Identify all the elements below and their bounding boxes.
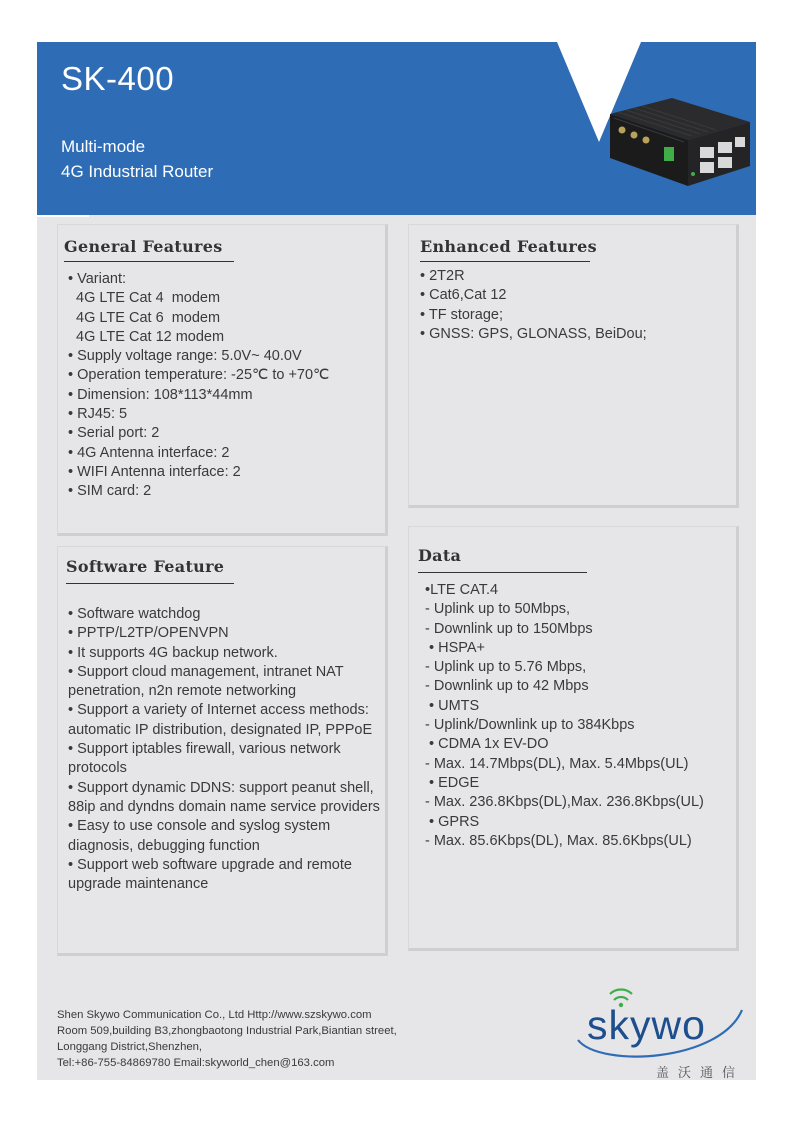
skywo-logo (570, 980, 750, 1080)
router-product-image (592, 92, 756, 192)
general-feature-item: • Operation temperature: -25℃ to +70℃ (68, 367, 330, 384)
data-spec-item: •LTE CAT.4 (425, 582, 499, 598)
general-features-panel (57, 224, 388, 536)
general-feature-item: • SIM card: 2 (68, 483, 152, 500)
enhanced-features-panel (408, 224, 739, 508)
software-feature-item: • It supports 4G backup network. (68, 644, 278, 661)
general-feature-item: • Variant: (68, 271, 126, 287)
enhanced-features-list (420, 267, 647, 344)
data-spec-item: - Uplink/Downlink up to 384Kbps (425, 717, 635, 734)
subtitle-line-2: 4G Industrial Router (61, 162, 214, 181)
data-rule (418, 572, 587, 573)
software-feature-panel (57, 546, 388, 956)
header-banner (37, 42, 756, 215)
general-features-rule (64, 261, 234, 262)
software-feature-rule (66, 583, 234, 584)
header-underline (37, 215, 89, 217)
data-spec-item: - Max. 236.8Kbps(DL),Max. 236.8Kbps(UL) (425, 794, 704, 811)
general-feature-item: • Dimension: 108*113*44mm (68, 386, 253, 403)
data-spec-item: • CDMA 1x EV-DO (425, 736, 549, 753)
data-spec-item: - Uplink up to 50Mbps, (425, 601, 571, 618)
data-spec-item: • EDGE (425, 774, 480, 791)
data-heading: Data (418, 546, 462, 565)
software-feature-list (68, 605, 382, 894)
enhanced-features-heading: Enhanced Features (420, 237, 597, 256)
data-spec-item: - Downlink up to 150Mbps (425, 620, 593, 637)
software-feature-item: • Support iptables firewall, various network protocols (68, 741, 341, 777)
footer-address-line: Room 509,building B3,zhongbaotong Industrial Park,Biantian street, (57, 1025, 397, 1037)
general-features-heading: General Features (64, 237, 223, 256)
footer-contact-line: Tel:+86-755-84869780 Email:skyworld_chen@163.com (57, 1057, 335, 1069)
software-feature-item: • Support web software upgrade and remote upgrade maintenance (68, 856, 352, 893)
data-list (425, 581, 704, 851)
footer-company-line: Shen Skywo Communication Co., Ltd Http://www.szskywo.com (57, 1009, 372, 1021)
product-title: SK-400 (61, 60, 175, 97)
data-spec-item: - Downlink up to 42 Mbps (425, 678, 589, 695)
general-feature-item: 4G LTE Cat 6 modem (68, 309, 221, 326)
data-spec-item: - Max. 14.7Mbps(DL), Max. 5.4Mbps(UL) (425, 755, 689, 772)
software-feature-item: • PPTP/L2TP/OPENVPN (68, 625, 229, 642)
enhanced-feature-item: • Cat6,Cat 12 (420, 287, 507, 304)
logo-wordmark: skywo (587, 1002, 706, 1048)
data-spec-item: • UMTS (425, 697, 480, 714)
footer-district-line: Longgang District,Shenzhen, (57, 1041, 203, 1053)
logo-chinese-name: 盖沃通信 (656, 1066, 745, 1081)
data-spec-item: • GPRS (425, 813, 480, 830)
product-subtitle (61, 134, 213, 184)
enhanced-feature-item: • TF storage; (420, 306, 503, 323)
enhanced-feature-item: • GNSS: GPS, GLONASS, BeiDou; (420, 325, 647, 342)
enhanced-feature-item: • 2T2R (420, 268, 465, 284)
software-feature-heading: Software Feature (66, 557, 225, 576)
data-spec-item: - Max. 85.6Kbps(DL), Max. 85.6Kbps(UL) (425, 832, 692, 849)
data-spec-item: • HSPA+ (425, 639, 486, 656)
subtitle-line-1: Multi-mode (61, 137, 146, 156)
software-feature-item: • Easy to use console and syslog system diagnosis, debugging function (68, 818, 331, 854)
general-feature-item: 4G LTE Cat 12 modem (68, 328, 225, 345)
software-feature-item: • Support cloud management, intranet NAT penetration, n2n remote networking (68, 663, 344, 700)
enhanced-features-rule (420, 261, 590, 262)
data-spec-item: - Uplink up to 5.76 Mbps, (425, 659, 587, 676)
company-contact (57, 1007, 397, 1071)
data-panel (408, 526, 739, 951)
general-feature-item: • RJ45: 5 (68, 406, 128, 423)
general-feature-item: • Serial port: 2 (68, 425, 160, 442)
software-feature-item: • Support dynamic DDNS: support peanut shell, 88ip and dyndns domain name service providers (68, 779, 380, 815)
software-feature-item: • Software watchdog (68, 606, 201, 622)
software-feature-item: • Support a variety of Internet access methods: automatic IP distribution, designated IP, PPPoE (68, 702, 373, 738)
general-feature-item: • Supply voltage range: 5.0V~ 40.0V (68, 348, 302, 365)
general-feature-item: • 4G Antenna interface: 2 (68, 444, 230, 461)
general-features-list (68, 270, 329, 502)
general-feature-item: • WIFI Antenna interface: 2 (68, 463, 241, 480)
general-feature-item: 4G LTE Cat 4 modem (68, 290, 221, 307)
